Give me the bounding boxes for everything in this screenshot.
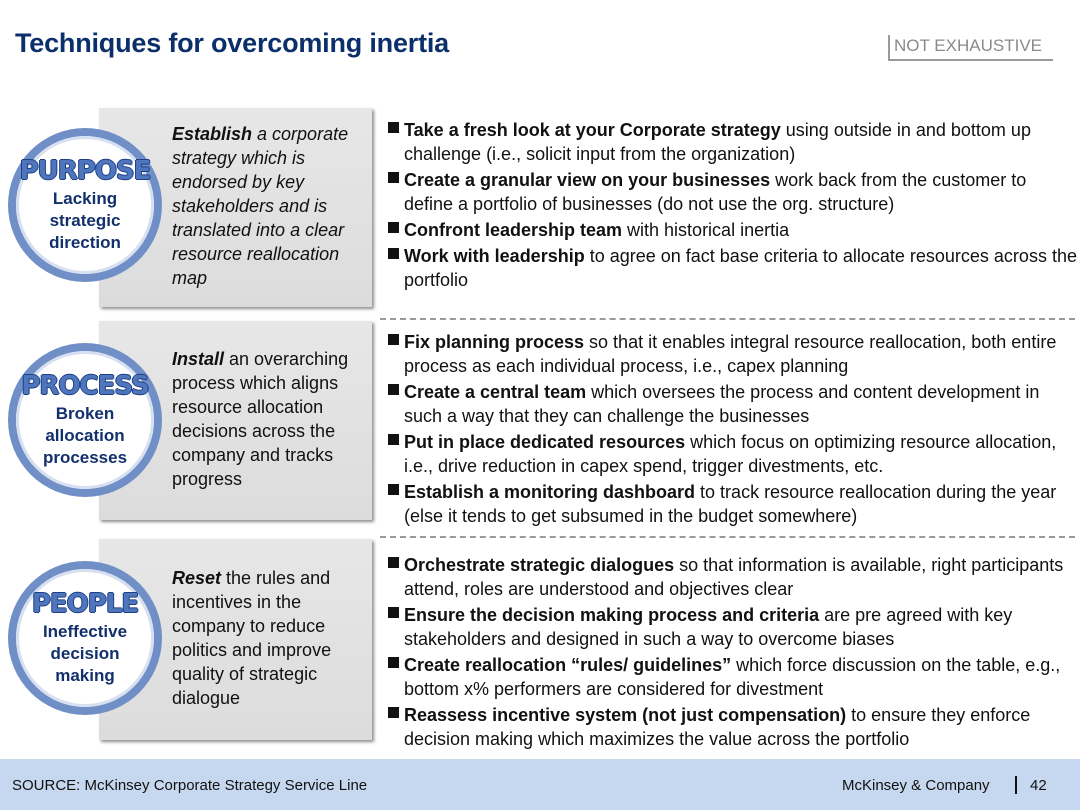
process-sub-line-2: allocation <box>45 425 125 445</box>
bullet-bold: Put in place dedicated resources <box>404 432 686 452</box>
page-number: 42 <box>1030 777 1047 794</box>
bullet-text: are pre agreed with key stakeholders and designed in such a way to overcome biases <box>404 605 1013 649</box>
bullet-text: using outside in and bottom up challenge (i.e., solicit input from the organization) <box>404 120 1031 164</box>
process-panel-text <box>172 347 366 491</box>
bullet-text: which focus on optimizing resource allocation, i.e., drive reduction in capex spend, trigger divestments, etc. <box>404 432 1057 476</box>
page-title: Techniques for overcoming inertia <box>15 28 449 58</box>
bullet-text: to track resource reallocation during the year (else it tends to get subsumed in the budget somewhere) <box>404 482 1057 526</box>
people-sub-line-3: making <box>55 665 115 685</box>
purpose-bullet-list <box>388 118 1078 294</box>
bullet-bold: Confront leadership team <box>404 220 623 240</box>
footer-source: SOURCE: McKinsey Corporate Strategy Service Line <box>12 777 368 794</box>
bullet-text: to ensure they enforce decision making which maximizes the value across the portfolio <box>404 705 1031 749</box>
people-circle <box>8 561 162 715</box>
purpose-circle <box>8 128 162 282</box>
people-sub-line-1: Ineffective <box>42 621 128 641</box>
bullet-square-icon <box>388 222 399 233</box>
list-item <box>388 553 1078 601</box>
process-keyword: Install <box>172 349 225 369</box>
bullet-bold: Work with leadership <box>404 246 585 266</box>
bullet-square-icon <box>388 334 399 345</box>
purpose-description: a corporate strategy which is endorsed by key stakeholders and is translated into a clear resource reallocation map <box>172 124 349 288</box>
footer-company: McKinsey & Company <box>842 777 990 794</box>
bullet-square-icon <box>388 248 399 259</box>
people-description: the rules and incentives in the company to reduce politics and improve quality of strategic dialogue <box>172 568 332 708</box>
list-item <box>388 603 1078 651</box>
bullet-text: to agree on fact base criteria to allocate resources across the portfolio <box>404 246 1077 290</box>
bullet-bold: Ensure the decision making process and criteria <box>404 605 820 625</box>
bullet-text: which oversees the process and content development in such a way that they can challenge the businesses <box>404 382 1040 426</box>
process-sub-line-1: Broken <box>55 403 115 423</box>
list-item <box>388 118 1078 166</box>
people-keyword: Reset <box>172 568 222 588</box>
list-item <box>388 218 1078 242</box>
bullet-text: with historical inertia <box>622 220 790 240</box>
bullet-square-icon <box>388 172 399 183</box>
bullet-square-icon <box>388 707 399 718</box>
people-sub-line-2: decision <box>50 643 120 663</box>
not-exhaustive-tag: NOT EXHAUSTIVE <box>888 35 1053 61</box>
footer-separator <box>1015 776 1017 794</box>
purpose-circle-title: PURPOSE <box>19 155 151 186</box>
process-circle <box>8 343 162 497</box>
bullet-bold: Orchestrate strategic dialogues <box>404 555 675 575</box>
bullet-bold: Take a fresh look at your Corporate strategy <box>404 120 781 140</box>
bullet-text: which force discussion on the table, e.g., bottom x% performers are considered for divestment <box>404 655 1061 699</box>
bullet-text: so that it enables integral resource reallocation, both entire process as each individual process, i.e., capex planning <box>404 332 1057 376</box>
people-panel-text <box>172 566 366 710</box>
bullet-square-icon <box>388 557 399 568</box>
list-item <box>388 480 1078 528</box>
people-bullet-list <box>388 553 1078 753</box>
list-item <box>388 430 1078 478</box>
bullet-bold: Reassess incentive system (not just compensation) <box>404 705 847 725</box>
bullet-square-icon <box>388 434 399 445</box>
bullet-square-icon <box>388 607 399 618</box>
footer-bar <box>0 759 1080 810</box>
bullet-bold: Create reallocation “rules/ guidelines” <box>404 655 732 675</box>
bullet-bold: Create a granular view on your businesses <box>404 170 771 190</box>
list-item <box>388 244 1078 292</box>
process-sub-line-3: processes <box>42 447 128 467</box>
purpose-sub-line-1: Lacking <box>52 188 118 208</box>
list-item <box>388 330 1078 378</box>
section-divider <box>380 318 1075 320</box>
process-description: an overarching process which aligns resource allocation decisions across the company and tracks progress <box>172 349 349 489</box>
list-item <box>388 703 1078 751</box>
section-divider <box>380 536 1075 538</box>
bullet-bold: Create a central team <box>404 382 587 402</box>
process-bullet-list <box>388 330 1078 530</box>
bullet-square-icon <box>388 384 399 395</box>
list-item <box>388 653 1078 701</box>
purpose-keyword: Establish <box>172 124 253 144</box>
bullet-square-icon <box>388 484 399 495</box>
process-circle-title: PROCESS <box>21 370 149 401</box>
bullet-bold: Establish a monitoring dashboard <box>404 482 696 502</box>
list-item <box>388 380 1078 428</box>
bullet-square-icon <box>388 122 399 133</box>
bullet-text: so that information is available, right participants attend, roles are understood and objectives clear <box>404 555 1064 599</box>
purpose-sub-line-2: strategic <box>49 210 121 230</box>
purpose-panel-text <box>172 122 366 290</box>
bullet-square-icon <box>388 657 399 668</box>
bullet-text: work back from the customer to define a portfolio of businesses (do not use the org. structure) <box>404 170 1027 214</box>
bullet-bold: Fix planning process <box>404 332 585 352</box>
list-item <box>388 168 1078 216</box>
people-circle-title: PEOPLE <box>31 588 139 619</box>
purpose-sub-line-3: direction <box>49 232 121 252</box>
